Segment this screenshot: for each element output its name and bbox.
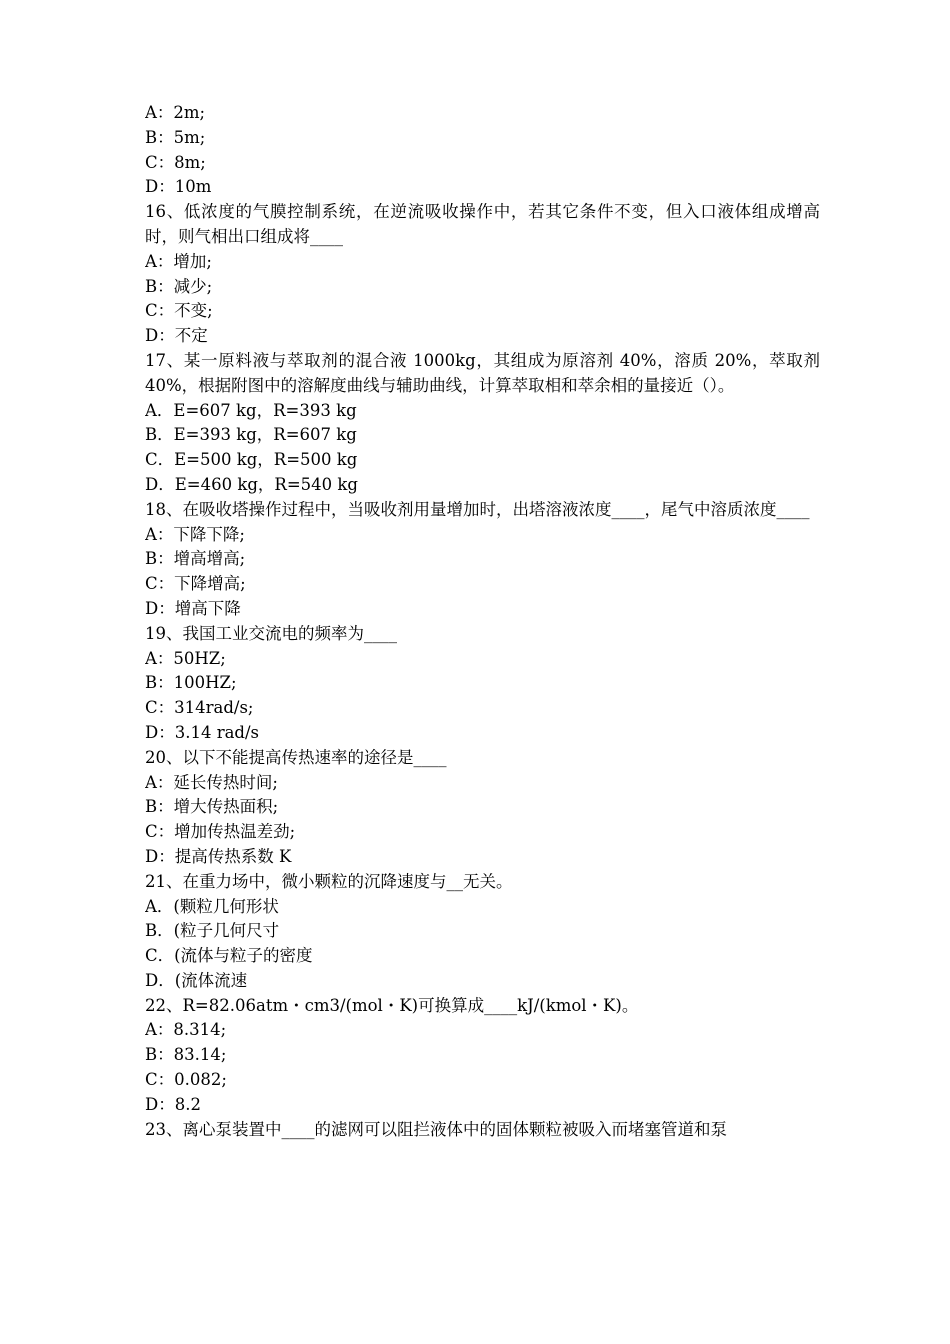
option-a: A：延长传热时间; <box>145 772 278 792</box>
option-d: D．E=460 kg，R=540 kg <box>145 474 358 494</box>
option-c: C：下降增高; <box>145 574 246 594</box>
question-stem: 22、R=82.06atm・cm3/(mol・K)可换算成____kJ/(kmol・K)。 <box>145 995 639 1015</box>
option-a: A：增加; <box>145 251 212 271</box>
question-20 <box>145 746 820 870</box>
question-stem: 18、在吸收塔操作过程中，当吸收剂用量增加时，出塔溶液浓度____，尾气中溶质浓度____ <box>145 499 810 519</box>
option-group-15 <box>145 101 820 200</box>
option-a: A：下降下降; <box>145 524 245 544</box>
question-stem: 17、某一原料液与萃取剂的混合液 1000kg，其组成为原溶剂 40%，溶质 20%，萃取剂 40%，根据附图中的溶解度曲线与辅助曲线，计算萃取相和萃余相的量接近（）。 <box>145 350 820 395</box>
question-stem: 16、低浓度的气膜控制系统，在逆流吸收操作中，若其它条件不变，但入口液体组成增高时，则气相出口组成将____ <box>145 202 820 246</box>
question-23 <box>145 1118 820 1143</box>
question-18 <box>145 498 820 622</box>
option-c: C．E=500 kg，R=500 kg <box>145 450 358 470</box>
option-a: A．(颗粒几何形状 <box>145 896 279 916</box>
option-d: D．(流体流速 <box>145 970 248 990</box>
question-21 <box>145 870 820 994</box>
option-d: D：10m <box>145 177 212 197</box>
option-a: A：2m; <box>145 103 206 122</box>
option-b: B：5m; <box>145 127 206 147</box>
option-b: B：减少; <box>145 276 213 296</box>
option-c: C．(流体与粒子的密度 <box>145 946 313 966</box>
option-c: C：314rad/s; <box>145 698 254 718</box>
question-stem: 23、离心泵装置中____的滤网可以阻拦液体中的固体颗粒被吸入而堵塞管道和泵 <box>145 1119 727 1139</box>
option-d: D：提高传热系数 K <box>145 846 292 866</box>
option-b: B．E=393 kg，R=607 kg <box>145 425 357 445</box>
option-d: D：不定 <box>145 326 208 346</box>
option-a: A．E=607 kg，R=393 kg <box>145 400 357 420</box>
question-22 <box>145 994 820 1118</box>
question-stem: 21、在重力场中，微小颗粒的沉降速度与__无关。 <box>145 871 513 891</box>
option-b: B．(粒子几何尺寸 <box>145 921 280 941</box>
option-b: B：100HZ; <box>145 673 237 693</box>
option-b: B：83.14; <box>145 1045 227 1065</box>
question-stem: 19、我国工业交流电的频率为____ <box>145 623 397 643</box>
option-d: D：3.14 rad/s <box>145 722 260 742</box>
option-c: C：增加传热温差劲; <box>145 822 296 842</box>
option-d: D：增高下降 <box>145 598 241 618</box>
option-b: B：增大传热面积; <box>145 797 279 817</box>
option-c: C：0.082; <box>145 1070 227 1090</box>
option-b: B：增高增高; <box>145 549 246 569</box>
question-stem: 20、以下不能提高传热速率的途径是____ <box>145 747 447 767</box>
option-a: A：50HZ; <box>145 648 226 668</box>
option-c: C：不变; <box>145 301 213 321</box>
question-17 <box>145 349 820 498</box>
option-c: C：8m; <box>145 152 206 172</box>
question-19 <box>145 622 820 746</box>
option-a: A：8.314; <box>145 1020 227 1040</box>
document-page <box>145 101 820 1142</box>
option-d: D：8.2 <box>145 1094 201 1114</box>
question-16 <box>145 200 820 349</box>
